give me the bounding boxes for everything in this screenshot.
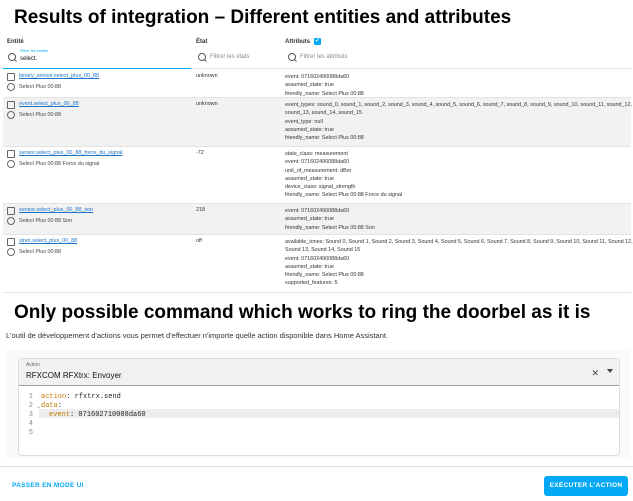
attribute-line: assumed_state: true	[285, 263, 334, 270]
attribute-line: Sound 13, Sound 14, Sound 15	[285, 247, 361, 254]
action-select-value: RFXCOM RFXtrx: Envoyer	[26, 371, 122, 380]
search-icon	[198, 53, 206, 61]
attribute-line: friendly_name: Select Plus 00:88	[285, 90, 364, 97]
attribute-line: event: 071602490088da60	[285, 208, 350, 214]
states-table	[3, 37, 631, 294]
entity-friendly-name: Select Plus 00:88	[19, 84, 61, 90]
column-header-entity[interactable]: Entité	[7, 39, 24, 45]
entity-link[interactable]: siren.select_plus_00_88	[19, 238, 78, 244]
line-number: 5	[28, 429, 33, 437]
attribute-line: sound_13, sound_14, sound_15	[285, 110, 363, 117]
entity-link[interactable]: sensor.select_plus_00_88_force_du_signal	[19, 150, 123, 156]
entity-type-icon	[7, 248, 15, 256]
entity-type-icon	[7, 111, 15, 119]
entity-type-icon	[7, 160, 15, 168]
attribute-line: available_tones: Sound 0, Sound 1, Sound 2, Sound 3, Sound 4, Sound 5, Sound 6, Sound 7, Sound 8, Sound 9, Sound 10, Sound 11, Sound 12,	[285, 239, 633, 245]
table-row	[3, 235, 631, 293]
yaml-key: action	[41, 393, 67, 401]
attributes-list	[285, 73, 630, 98]
yaml-key: event	[49, 411, 71, 419]
line-number: 1	[28, 393, 33, 401]
state-filter-input[interactable]	[193, 48, 281, 68]
entity-info-icon[interactable]	[7, 150, 15, 158]
attributes-list	[285, 101, 630, 142]
attribute-line: state_class: measurement	[285, 151, 348, 157]
attributes-list	[285, 150, 630, 200]
actions-intro-text: L'outil de développement d'actions vous permet d'effectuer n'importe quelle action disponible dans Home Assistant.	[6, 331, 389, 340]
attribute-line: friendly_name: Select Plus 00:88 Son	[285, 224, 375, 231]
yaml-editor[interactable]	[19, 393, 619, 453]
entity-info-icon[interactable]	[7, 207, 15, 215]
entity-friendly-name: Select Plus 00:88 Force du signal	[19, 161, 100, 167]
action-card	[6, 350, 630, 458]
attribute-line: assumed_state: true	[285, 82, 334, 89]
entity-friendly-name: Select Plus 00:88	[19, 249, 61, 255]
attributes-checkbox[interactable]: ✓	[314, 37, 321, 44]
attributes-list	[285, 207, 630, 232]
action-panel	[18, 358, 620, 456]
table-row	[3, 147, 631, 204]
line-number: 2	[28, 402, 33, 410]
attribute-line: assumed_state: true	[285, 175, 334, 182]
code-line: data:	[41, 402, 63, 410]
attribute-line: event_types: sound_0, sound_1, sound_2, sound_3, sound_4, sound_5, sound_6, sound_7, sound_8, sound_9, sound_10, sound_11, sound_12,	[285, 102, 632, 108]
state-filter-placeholder: Filtrer les états	[210, 54, 250, 60]
search-icon	[288, 53, 296, 61]
run-action-button[interactable]: EXÉCUTER L'ACTION	[544, 476, 628, 496]
attribute-line: friendly_name: Select Plus 00:88 Force du signal	[285, 192, 403, 199]
state-value: unknown	[196, 73, 218, 79]
entity-filter-label: Filtrer les entités	[20, 49, 48, 53]
clear-icon[interactable]: ✕	[591, 368, 599, 378]
filters-row	[3, 48, 631, 69]
table-row	[3, 98, 631, 147]
heading-command: Only possible command which works to ring the doorbel as it is	[14, 302, 591, 323]
attribute-line: friendly_name: Select Plus 00:88	[285, 135, 364, 142]
yaml-value: rfxtrx.send	[74, 393, 121, 401]
entity-filter-value: select.	[20, 56, 38, 62]
attribute-line: event_type: null	[285, 118, 323, 125]
search-icon	[8, 53, 16, 61]
attribute-line: assumed_state: true	[285, 126, 334, 133]
state-value: off	[196, 238, 202, 244]
attribute-line: event: 071602490088da60	[285, 74, 350, 80]
entity-info-icon[interactable]	[7, 101, 15, 109]
attribute-line: friendly_name: Select Plus 00:88	[285, 272, 364, 279]
attribute-line: event: 071602490088da60	[285, 159, 350, 166]
yaml-key: data	[41, 402, 58, 410]
code-line: action: rfxtrx.send	[41, 393, 121, 401]
state-value: -72	[196, 150, 204, 156]
entity-type-icon	[7, 83, 15, 91]
attribute-line: assumed_state: true	[285, 216, 334, 223]
entity-link[interactable]: binary_sensor.select_plus_00_88	[19, 73, 100, 79]
entity-info-icon[interactable]	[7, 238, 15, 246]
state-value: unknown	[196, 101, 218, 107]
action-footer	[0, 466, 633, 501]
entity-info-icon[interactable]	[7, 73, 15, 81]
column-header-state[interactable]: État	[196, 39, 208, 45]
table-row	[3, 204, 631, 235]
attribute-line: event: 071602490088da60	[285, 255, 350, 262]
switch-to-ui-button[interactable]: PASSER EN MODE UI	[12, 482, 84, 489]
attribute-line: supported_features: 5	[285, 280, 338, 287]
entity-link[interactable]: event.select_plus_00_88	[19, 101, 79, 107]
heading-results: Results of integration – Different entities and attributes	[14, 7, 512, 28]
yaml-value: 071602710088da60	[78, 411, 146, 419]
entity-friendly-name: Select Plus 00:88	[19, 112, 61, 118]
entity-link[interactable]: sensor.select_plus_00_88_son	[19, 207, 94, 213]
attributes-header-label: Attributs	[285, 39, 310, 45]
column-header-attributes	[285, 37, 321, 47]
attribute-line: unit_of_measurement: dBm	[285, 167, 352, 174]
fold-chevron-icon[interactable]: ⌄	[36, 403, 42, 410]
attributes-filter-input[interactable]	[283, 48, 631, 68]
attributes-list	[285, 238, 633, 288]
state-value: 218	[196, 207, 205, 213]
table-row	[3, 70, 631, 98]
chevron-down-icon[interactable]	[607, 369, 613, 373]
attribute-line: device_class: signal_strength	[285, 184, 356, 191]
line-number: 3	[28, 411, 33, 419]
action-select-label: Action	[26, 362, 40, 368]
attributes-filter-placeholder: Filtrer les attributs	[300, 54, 348, 60]
entity-filter-input[interactable]	[3, 48, 191, 69]
entity-friendly-name: Select Plus 00:88 Son	[19, 218, 73, 224]
entity-type-icon	[7, 217, 15, 225]
line-number: 4	[28, 420, 33, 428]
action-select[interactable]	[19, 359, 619, 386]
code-line: event: 071602710088da60	[49, 411, 146, 419]
